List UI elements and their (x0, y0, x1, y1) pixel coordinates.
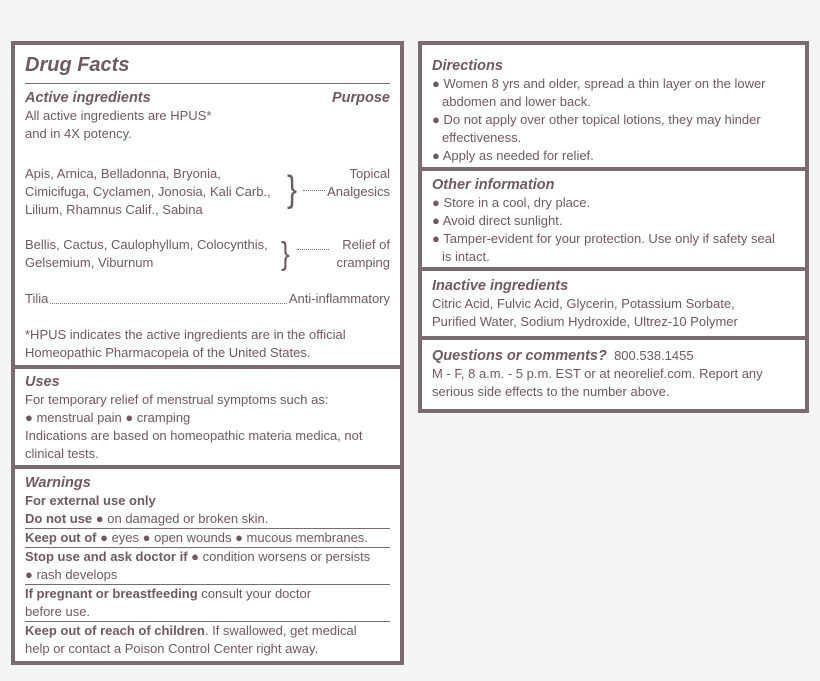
stop-use-text-2: ● rash develops (25, 567, 118, 582)
brace-icon: } (287, 168, 298, 210)
hpus-footnote (15, 326, 400, 362)
leader-dots (297, 249, 329, 250)
pregnant-text-2: before use. (25, 604, 91, 619)
active-intro-2: and in 4X potency. (25, 126, 132, 141)
drug-facts-title: Drug Facts (25, 54, 130, 76)
pregnant-text: consult your doctor (197, 586, 312, 601)
group1-line-3: Lilium, Rhamnus Calif., Sabina (25, 202, 203, 217)
questions-phone: 800.538.1455 (614, 348, 694, 363)
tilia-label: Tilia (25, 291, 49, 306)
section-divider (15, 465, 400, 469)
directions-line-4: effectiveness. (442, 130, 522, 145)
group1-purpose-1: Topical (349, 166, 390, 181)
section-divider (422, 267, 805, 271)
drug-facts-left-panel (11, 41, 404, 665)
uses-heading: Uses (25, 374, 60, 390)
inactive-line-2: Purified Water, Sodium Hydroxide, Ultrez-10 Polymer (432, 314, 738, 329)
section-divider (422, 167, 805, 171)
uses-line-1: For temporary relief of menstrual symptoms such as: (25, 392, 329, 407)
ingredient-group-2 (25, 236, 390, 274)
ingredient-group-3 (25, 290, 390, 308)
other-line-3: ● Tamper-evident for your protection. Use only if safety seal (432, 231, 775, 246)
directions-line-3: ● Do not apply over other topical lotions, they may hinder (432, 112, 761, 127)
uses-line-3: Indications are based on homeopathic materia medica, not (25, 428, 363, 443)
other-information-section (422, 176, 805, 266)
drug-facts-right-panel (418, 41, 809, 413)
group1-line-1: Apis, Arnica, Belladonna, Bryonia, (25, 166, 221, 181)
group2-purpose-2: cramping (336, 255, 390, 270)
other-line-1: ● Store in a cool, dry place. (432, 195, 591, 210)
do-not-use-text: ● on damaged or broken skin. (92, 511, 269, 526)
group2-line-2: Gelsemium, Viburnum (25, 255, 154, 270)
leader-dots (303, 190, 325, 191)
stop-use-text: ● condition worsens or persists (187, 549, 371, 564)
do-not-use-label: Do not use (25, 511, 93, 526)
leader-dots (50, 290, 287, 304)
directions-line-2: abdomen and lower back. (442, 94, 591, 109)
group1-purpose-2: Analgesics (327, 184, 390, 199)
footnote-line-2: Homeopathic Pharmacopeia of the United States. (25, 345, 311, 360)
uses-section (15, 373, 400, 463)
footnote-line-1: *HPUS indicates the active ingredients are in the official (25, 327, 346, 342)
directions-line-5: ● Apply as needed for relief. (432, 148, 594, 163)
warnings-heading: Warnings (25, 475, 91, 491)
directions-line-1: ● Women 8 yrs and older, spread a thin layer on the lower (432, 76, 766, 91)
active-ingredients-heading: Active ingredients (25, 90, 151, 106)
pregnant-label: If pregnant or breastfeeding (25, 586, 198, 601)
purpose-heading: Purpose (331, 90, 390, 106)
section-divider (422, 336, 805, 340)
group2-line-1: Bellis, Cactus, Caulophyllum, Colocynthis, (25, 237, 268, 252)
group1-line-2: Cimicifuga, Cyclamen, Jonosia, Kali Carb., (25, 184, 271, 199)
children-label: Keep out of reach of children (25, 623, 205, 638)
children-text-2: help or contact a Poison Control Center right away. (25, 641, 319, 656)
brace-icon: } (281, 234, 290, 272)
active-intro-1: All active ingredients are HPUS* (25, 108, 212, 123)
directions-section (422, 57, 805, 165)
other-line-2: ● Avoid direct sunlight. (432, 213, 563, 228)
active-ingredients-section (15, 53, 400, 143)
stop-use-label: Stop use and ask doctor if (25, 549, 188, 564)
group2-purpose-1: Relief of (342, 237, 390, 252)
other-line-4: is intact. (442, 249, 490, 264)
questions-section (422, 347, 805, 401)
ingredient-group-1 (25, 165, 390, 221)
keep-out-label: Keep out of (25, 530, 97, 545)
inactive-ingredients-section (422, 277, 805, 331)
uses-line-4: clinical tests. (25, 446, 99, 461)
children-text: . If swallowed, get medical (204, 623, 357, 638)
inactive-line-1: Citric Acid, Fulvic Acid, Glycerin, Potassium Sorbate, (432, 296, 735, 311)
questions-line-1: M - F, 8 a.m. - 5 p.m. EST or at neorelief.com. Report any (432, 366, 763, 381)
keep-out-text: ● eyes ● open wounds ● mucous membranes. (96, 530, 368, 545)
tilia-purpose: Anti-inflammatory (288, 291, 390, 306)
inactive-ingredients-heading: Inactive ingredients (432, 278, 569, 294)
other-information-heading: Other information (432, 177, 555, 193)
section-divider (15, 365, 400, 369)
questions-line-2: serious side effects to the number above. (432, 384, 670, 399)
warnings-section (15, 474, 400, 658)
questions-heading: Questions or comments? (432, 348, 607, 364)
external-use-only: For external use only (25, 493, 156, 508)
uses-line-2: ● menstrual pain ● cramping (25, 410, 191, 425)
directions-heading: Directions (432, 58, 503, 74)
